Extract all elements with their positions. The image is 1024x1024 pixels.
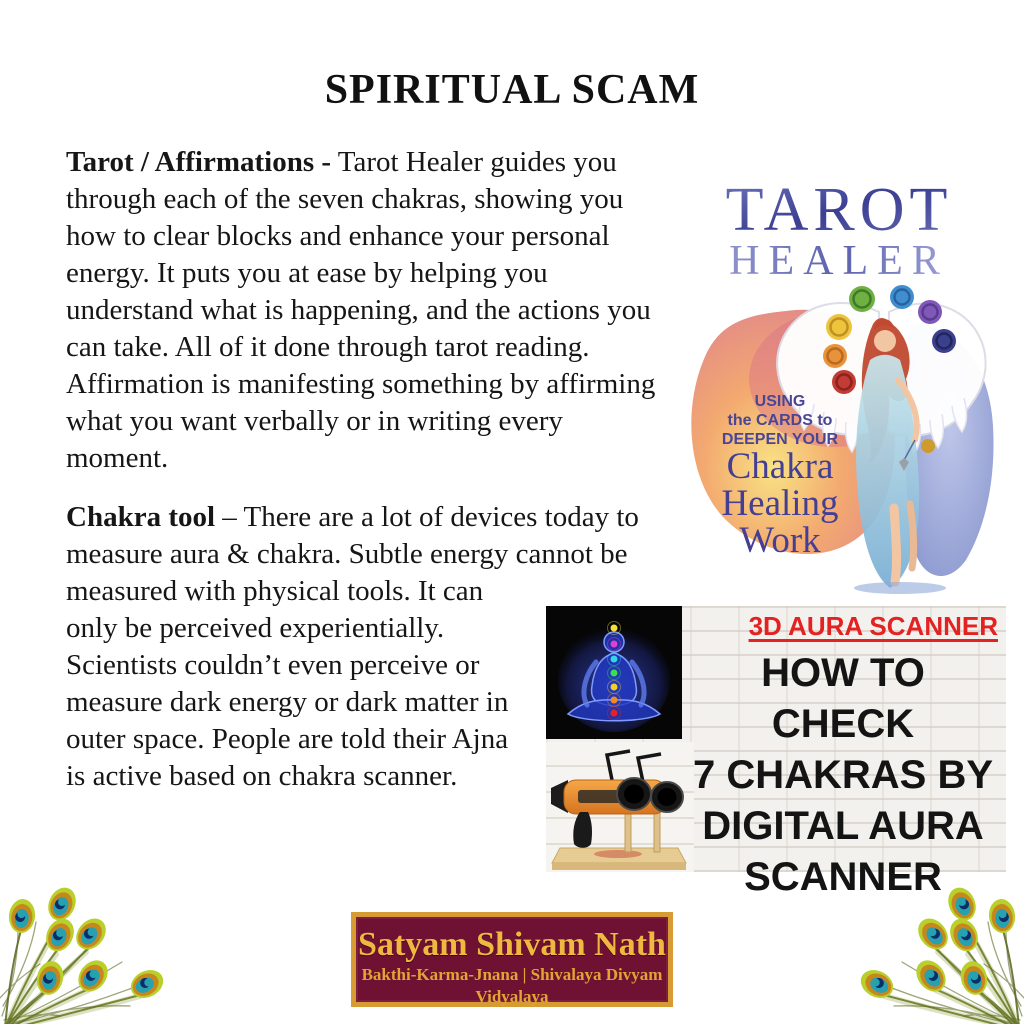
book-subtitle-3: DEEPEN YOUR (721, 431, 839, 448)
footer-banner-title: Satyam Shivam Nath (358, 926, 666, 963)
page-title: SPIRITUAL SCAM (324, 67, 700, 114)
paragraph-text-chakra-start: – There are a lot of devices today to measure aura & chakra. Subtle energy (66, 501, 639, 570)
meditating-aura-figure-image (546, 606, 682, 739)
peacock-feathers-right (842, 856, 1024, 1024)
footer-banner-subtitle: Bakthi-Karma-Jnana | Shivalaya Divyam Vidyalaya (361, 965, 663, 1006)
book-title-2: HEALER (729, 238, 949, 284)
ad-headline-line-2: 7 CHAKRAS BY (692, 753, 994, 797)
paragraph-lead-tarot: Tarot / Affirmations - (66, 146, 332, 178)
aura-scanner-device-image (546, 742, 694, 872)
aura-scanner-ad-text (686, 606, 1006, 899)
aura-scanner-ad-image (546, 606, 1006, 899)
footer-banner (351, 912, 673, 1007)
tarot-healer-book-cover-image (674, 144, 1006, 594)
article-body (66, 144, 1006, 899)
ad-headline-line-3: DIGITAL AURA (702, 804, 984, 848)
paragraph-lead-chakra: Chakra tool (66, 501, 216, 533)
ad-badge: 3D AURA SCANNER (748, 611, 998, 641)
paragraph-text-tarot: Tarot Healer guides you through each of the seven chakras, showing you how to clear blocks and enhance your personal energy. It puts you at ease by helping you understand what is happening, and the actions you can take. All of it done through tarot reading. Affirmation is manifesting something by affirming what you want verbally or in writing every moment. (66, 146, 656, 474)
book-subject-2: Healing (721, 483, 839, 524)
book-subject-1: Chakra (726, 446, 834, 487)
book-subject-3: Work (739, 520, 821, 561)
ad-headline-line-1: HOW TO CHECK (761, 651, 925, 746)
book-cover-art (674, 144, 1006, 594)
peacock-feathers-left (0, 856, 182, 1024)
book-title: TAROT (725, 176, 953, 244)
ad-headline-line-4: SCANNER (744, 855, 942, 899)
book-subtitle-1: USING (754, 393, 806, 410)
book-subtitle-2: the CARDS to (727, 412, 833, 429)
paragraph-text-chakra-end: cannot be measured with physical tools. It can only be perceived experientially. Scientists couldn’t even perceive or measure dark energy or dark matter in outer space. People are told their Ajna is active based on chakra scanner. (66, 538, 628, 792)
